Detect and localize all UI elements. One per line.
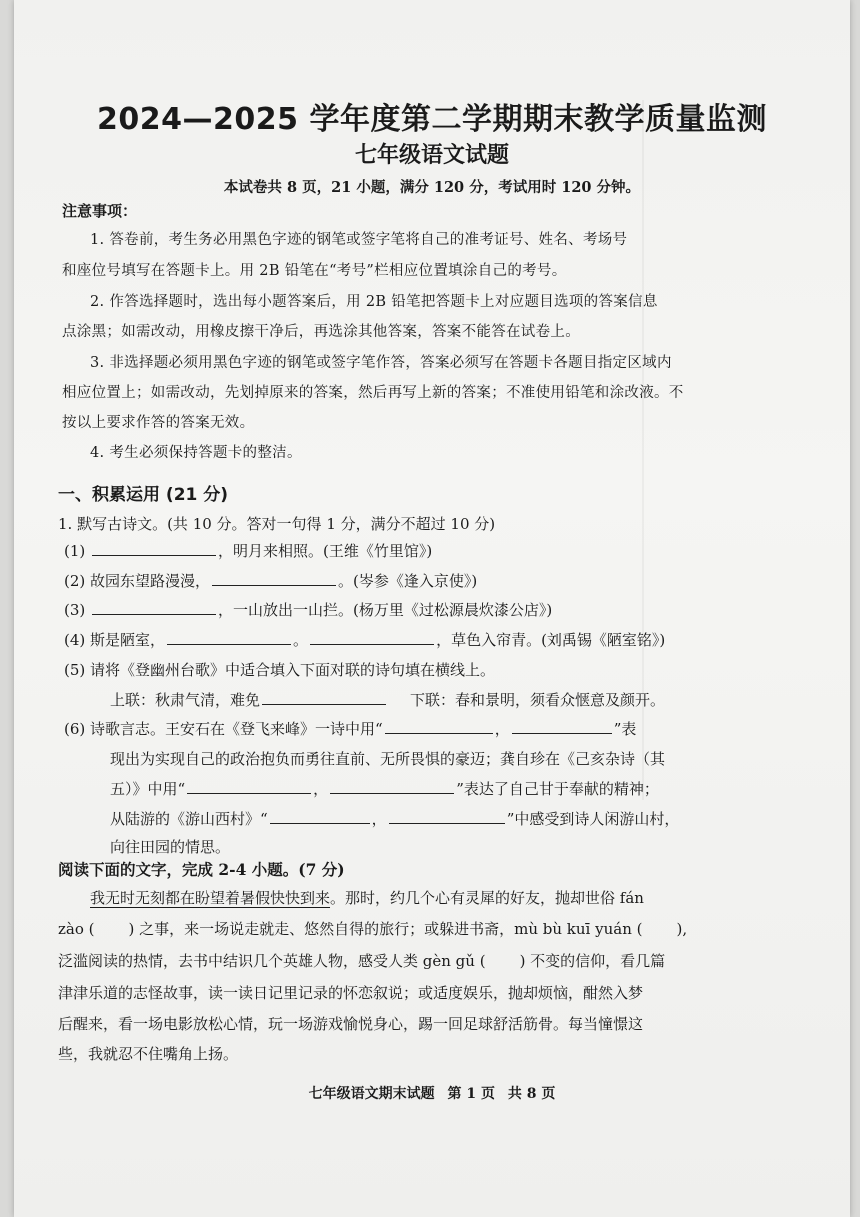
passage-text: ), bbox=[676, 920, 688, 938]
answer-blank[interactable] bbox=[167, 630, 291, 645]
item-number: (4) bbox=[64, 631, 86, 649]
section-heading: 一、积累运用 (21 分) bbox=[58, 485, 229, 505]
answer-blank[interactable] bbox=[512, 719, 612, 734]
notice-line: 2. 作答选择题时，选出每小题答案后，用 2B 铅笔把答题卡上对应题目选项的答案信息 bbox=[90, 294, 658, 310]
exam-info: 本试卷共 8 页，21 小题，满分 120 分，考试用时 120 分钟。 bbox=[223, 179, 641, 196]
answer-blank[interactable] bbox=[187, 779, 311, 794]
item-text: ，明月来相照。(王维《竹里馆》) bbox=[218, 542, 433, 560]
q1-item-1 bbox=[64, 540, 432, 561]
answer-blank[interactable] bbox=[92, 600, 216, 615]
notice-line: 按以上要求作答的答案无效。 bbox=[62, 415, 255, 431]
notice-line: 点涂黑；如需改动，用橡皮擦干净后，再选涂其他答案，答案不能答在试卷上。 bbox=[62, 324, 580, 340]
item-number: (2) bbox=[64, 572, 86, 590]
notice-line: 和座位号填写在答题卡上。用 2B 铅笔在“考号”栏相应位置填涂自己的考号。 bbox=[62, 263, 567, 279]
q1-item-6-line bbox=[110, 778, 659, 799]
q1-item-6-line: 现出为实现自己的政治抱负而勇往直前、无所畏惧的豪迈；龚自珍在《己亥杂诗（其 bbox=[110, 750, 666, 768]
passage-line bbox=[58, 950, 665, 971]
notice-line: 3. 非选择题必须用黑色字迹的钢笔或签字笔作答，答案必须写在答题卡各题目指定区域内 bbox=[90, 355, 672, 371]
passage-text: ) 不变的信仰，看几篇 bbox=[519, 952, 666, 970]
exam-subtitle: 七年级语文试题 bbox=[354, 143, 509, 168]
item-text: 请将《登幽州台歌》中适合填入下面对联的诗句填在横线上。 bbox=[90, 661, 496, 679]
passage-line: 些，我就忍不住嘴角上扬。 bbox=[58, 1045, 239, 1063]
couplet-upper: 上联：秋肃气清，难免 bbox=[110, 691, 261, 709]
item-text: 。(岑参《逢入京使》) bbox=[338, 572, 478, 590]
item-number: (6) bbox=[64, 720, 86, 738]
item-text: ，一山放出一山拦。(杨万里《过松源晨炊漆公店》) bbox=[218, 601, 553, 619]
q1-item-6-line: 向往田园的情思。 bbox=[110, 838, 231, 856]
couplet-line bbox=[110, 689, 665, 710]
answer-blank[interactable] bbox=[389, 809, 505, 824]
item-text: ， bbox=[494, 720, 510, 738]
item-text: ， bbox=[313, 780, 329, 798]
passage-line bbox=[90, 887, 644, 908]
couplet-lower: 下联：春和景明，须看众惬意及颜开。 bbox=[410, 691, 666, 709]
q1-item-3 bbox=[64, 599, 552, 620]
question-1-prompt: 1. 默写古诗文。(共 10 分。答对一句得 1 分，满分不超过 10 分) bbox=[58, 515, 496, 533]
answer-blank[interactable] bbox=[270, 809, 370, 824]
passage-line: 后醒来，看一场电影放松心情，玩一场游戏愉悦身心，踢一回足球舒活筋骨。每当憧憬这 bbox=[58, 1015, 644, 1033]
passage-text: 泛滥阅读的热情，去书中结识几个英雄人物，感受人类 gèn gǔ ( bbox=[58, 952, 486, 970]
exam-title: 2024—2025 学年度第二学期期末教学质量监测 bbox=[97, 102, 767, 137]
answer-blank[interactable] bbox=[212, 571, 336, 586]
item-text: ”中感受到诗人闲游山村， bbox=[506, 810, 680, 828]
reading-heading: 阅读下面的文字，完成 2-4 小题。(7 分) bbox=[58, 860, 345, 879]
footer-name: 七年级语文期末试题 bbox=[308, 1086, 435, 1102]
notice-line: 1. 答卷前，考生务必用黑色字迹的钢笔或签字笔将自己的准考证号、姓名、考场号 bbox=[90, 232, 628, 248]
passage-line bbox=[58, 918, 687, 939]
item-text: ”表达了自己甘于奉献的精神； bbox=[456, 780, 659, 798]
q1-item-4 bbox=[64, 629, 665, 650]
item-text: 从陆游的《游山西村》“ bbox=[110, 810, 268, 828]
item-text: 故园东望路漫漫， bbox=[90, 572, 211, 590]
answer-blank[interactable] bbox=[310, 630, 434, 645]
notice-heading: 注意事项： bbox=[62, 202, 138, 220]
footer-total: 共 8 页 bbox=[507, 1086, 556, 1102]
notice-line: 相应位置上；如需改动，先划掉原来的答案，然后再写上新的答案；不准使用铅笔和涂改液。不 bbox=[62, 385, 684, 401]
notice-line: 4. 考生必须保持答题卡的整洁。 bbox=[90, 445, 302, 461]
q1-item-6-line bbox=[110, 808, 679, 829]
answer-blank[interactable] bbox=[385, 719, 493, 734]
q1-item-2 bbox=[64, 570, 477, 591]
item-text: 诗歌言志。王安石在《登飞来峰》一诗中用“ bbox=[90, 720, 383, 738]
q1-item-5 bbox=[64, 659, 495, 680]
answer-blank[interactable] bbox=[92, 541, 216, 556]
passage-text: ) 之事，来一场说走就走、悠然自得的旅行；或躲进书斋，mù bù kuī yuán ( bbox=[128, 920, 643, 938]
footer-page: 第 1 页 bbox=[447, 1086, 495, 1102]
item-number: (3) bbox=[64, 601, 86, 619]
item-text: ”表 bbox=[613, 720, 637, 738]
item-text: ， bbox=[371, 810, 387, 828]
item-text: 五）》中用“ bbox=[110, 780, 186, 798]
underlined-sentence: 我无时无刻都在盼望着暑假快快到来 bbox=[90, 889, 331, 907]
item-text: 。 bbox=[293, 631, 309, 649]
passage-text: 。那时，约几个心有灵犀的好友，抛却世俗 fán bbox=[330, 889, 644, 907]
exam-page bbox=[14, 0, 850, 1217]
item-number: (5) bbox=[64, 661, 86, 679]
item-number: (1) bbox=[64, 542, 86, 560]
page-footer bbox=[14, 1083, 850, 1103]
q1-item-6 bbox=[64, 718, 636, 739]
answer-blank[interactable] bbox=[330, 779, 454, 794]
item-text: 斯是陋室， bbox=[90, 631, 166, 649]
passage-line: 津津乐道的志怪故事，读一读日记里记录的怀恋叙说；或适度娱乐，抛却烦恼，酣然入梦 bbox=[58, 984, 644, 1002]
item-text: ，草色入帘青。(刘禹锡《陋室铭》) bbox=[436, 631, 666, 649]
answer-blank[interactable] bbox=[262, 690, 386, 705]
passage-text: zào ( bbox=[58, 920, 95, 938]
